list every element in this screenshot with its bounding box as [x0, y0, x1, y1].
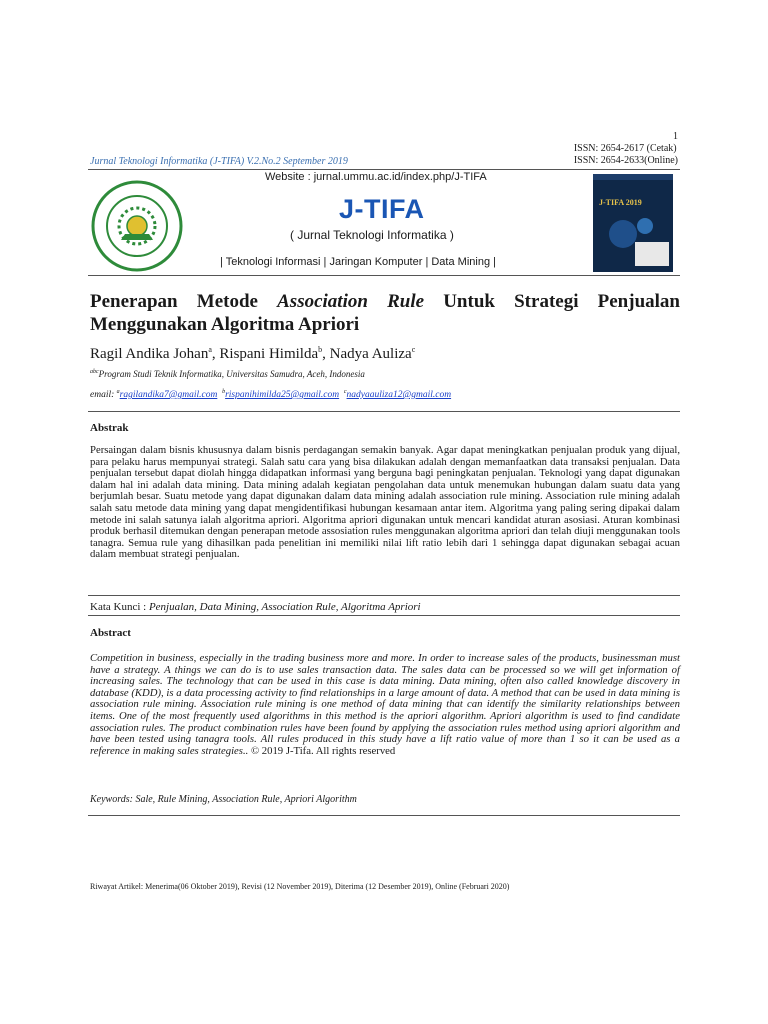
page-number: 1	[673, 131, 678, 142]
journal-topics: | Teknologi Informasi | Jaringan Komputer | Data Mining |	[220, 256, 496, 268]
email-sup: b	[222, 389, 226, 395]
section-rule	[88, 815, 680, 816]
kata-kunci-values: Penjualan, Data Mining, Association Rule, Algoritma Apriori	[148, 601, 421, 613]
header-rule-bottom	[88, 275, 680, 276]
journal-line: Jurnal Teknologi Informatika (J-TIFA) V.2.No.2 September 2019	[90, 156, 348, 167]
email-link[interactable]: rispanihimilda25@gmail.com	[225, 390, 340, 401]
journal-cover-image	[593, 174, 673, 272]
title-part-1: Penerapan Metode	[90, 291, 278, 312]
email-sup: c	[343, 389, 347, 395]
issn-print: ISSN: 2654-2617 (Cetak)	[573, 143, 677, 154]
website-link[interactable]: Website : jurnal.ummu.ac.id/index.php/J-TIFA	[265, 171, 487, 183]
header-rule-top	[88, 169, 680, 170]
author-sup: b	[318, 345, 323, 354]
journal-brand-subtitle: ( Jurnal Teknologi Informatika )	[290, 228, 454, 242]
cover-graphic	[593, 174, 673, 272]
cover-title: J-TIFA 2019	[599, 198, 642, 207]
issn-block	[574, 143, 678, 167]
affiliation-sup: abc	[90, 369, 99, 375]
author-sup: a	[208, 345, 212, 354]
email-line	[90, 389, 451, 400]
journal-brand: J-TIFA	[339, 194, 425, 224]
email-link[interactable]: nadyaauliza12@gmail.com	[346, 390, 452, 401]
copyright: © 2019 J-Tifa. All rights reserved	[248, 744, 396, 757]
author-name: Rispani Himilda	[219, 346, 319, 362]
title-italic: Association Rule	[277, 291, 425, 312]
email-label: email:	[90, 390, 117, 401]
abstract-text	[90, 653, 680, 757]
kata-kunci	[90, 601, 421, 613]
affiliation	[90, 369, 365, 379]
author-name: Nadya Auliza	[329, 346, 412, 362]
article-history: Riwayat Artikel: Menerima(06 Oktober 2019), Revisi (12 November 2019), Diterima (12 Desember 2019), Online (Februari 2020)	[90, 882, 510, 891]
keywords: Keywords: Sale, Rule Mining, Association Rule, Apriori Algorithm	[90, 794, 357, 805]
title-part-2: Untuk Strategi Penjualan Menggunakan Algoritma Apriori	[90, 291, 680, 335]
author-sup: c	[411, 345, 416, 354]
kata-kunci-label: Kata Kunci :	[90, 601, 149, 613]
abstract-body: Competition in business, especially in the trading business more and more. In order to increase sales of the products, businessman must have a strategy. A things we can do is to use sales transaction data. The sales data can be processed so we will get information of increasing sales. The technology that can be used in this case is data mining. Data mining, often also called knowledge discovery in database (KDD), is a data processing activity to find relationships in a large amount of data. A method that can be used in data mining is association rule mining. Association rule mining is one method of data mining that can identify the similarity relationships between items. One of the most frequently used algorithms in this method is the apriori algorithm. Apriori algorithm is used to find candidate association rules. The product combination rules have been found by applying the association rules method using apriori algorithm and have been tested using tanagra tools. All rules produced in this study have a lift ratio value of more than 1 so it can be used as a reference in making sales strategies..	[90, 652, 680, 757]
author-name: Ragil Andika Johan	[90, 346, 209, 362]
section-rule	[88, 411, 680, 412]
abstrak-text: Persaingan dalam bisnis khususnya dalam bisnis perdagangan semakin banyak. Agar dapat meningkatkan penjualan produk yang dijual, para pelaku harus mempunyai strategi. Salah satu cara yang bisa dilakukan adalah dengan memanfaatkan data transaksi penjualan. Data penjualan tersebut dapat diolah hingga didapatkan informasi yang berguna bagi peningkatan penjualan. Teknologi yang dapat digunakan dalam hal ini adalah data mining. Data mining adalah kegiatan pengolahan data untuk menemukan hubungan dalam suatu data yang berjumlah besar. Suatu metode yang dapat digunakan dalam data mining adalah association rule mining. Association rule mining adalah salah satu metode data mining yang dapat mengidentifikasi hubungan kesamaan antar item. Algoritma yang paling sering dipakai dalam metode ini salah satunya ialah algoritma apriori. Algoritma apriori digunakan untuk mencari kandidat aturan asosiasi. Aturan kombinasi produk berhasil ditemukan dengan penerapan metode assosiation rules menggunakan algoritma apriori dan telah diuji menggunakan tools tanagra. Semua rule yang dihasilkan pada penelitian ini memiliki nilai lift ratio lebih dari 1 sehingga dapat digunakan sebagai acuan dalam membuat strategi penjualan.	[90, 444, 680, 561]
section-rule	[88, 595, 680, 596]
article-title	[90, 290, 680, 336]
university-logo	[91, 180, 183, 272]
section-rule	[88, 615, 680, 616]
abstract-heading: Abstract	[90, 627, 131, 639]
abstrak-heading: Abstrak	[90, 422, 129, 434]
issn-online: ISSN: 2654-2633(Online)	[573, 155, 678, 166]
affiliation-text: Program Studi Teknik Informatika, Universitas Samudra, Aceh, Indonesia	[98, 369, 365, 379]
email-link[interactable]: ragilandika7@gmail.com	[119, 390, 218, 401]
email-sup: a	[116, 389, 120, 395]
author-list: Ragil Andika Johan$^a$, Rispani Himilda$^b$, Nadya Auliza$^c$	[90, 345, 416, 362]
